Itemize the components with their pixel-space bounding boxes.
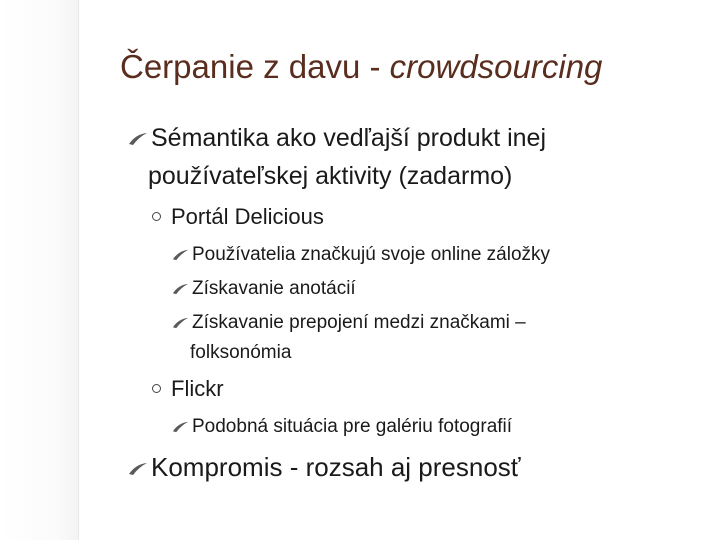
bullet-level2-flickr xyxy=(152,376,224,402)
bullet-level3-item-continued xyxy=(190,342,291,364)
slide-title xyxy=(120,48,602,86)
bullet-text: Flickr xyxy=(171,376,224,401)
bullet-level3-item xyxy=(172,312,526,334)
swoosh-bullet-icon xyxy=(172,283,189,295)
bullet-text: Portál Delicious xyxy=(171,204,324,229)
swoosh-bullet-icon xyxy=(172,317,189,329)
bullet-level3-item xyxy=(172,416,512,438)
bullet-text: folksonómia xyxy=(190,342,292,363)
swoosh-bullet-icon xyxy=(128,132,148,146)
title-regular: Čerpanie z davu - xyxy=(120,48,390,85)
swoosh-bullet-icon xyxy=(128,462,148,476)
ring-bullet-icon xyxy=(152,384,161,393)
bullet-level3-item xyxy=(172,278,356,300)
bullet-level2-delicious xyxy=(152,204,324,230)
bullet-text: Podobná situácia pre galériu fotografií xyxy=(192,416,513,437)
bullet-text: Kompromis - rozsah aj presnosť xyxy=(151,452,521,482)
title-italic: crowdsourcing xyxy=(389,48,603,85)
ring-bullet-icon xyxy=(152,212,161,221)
swoosh-bullet-icon xyxy=(172,249,189,261)
bullet-level1-semantika-continued xyxy=(148,162,512,191)
bullet-level1-semantika xyxy=(128,124,546,153)
bullet-text: Získavanie prepojení medzi značkami – xyxy=(192,312,526,333)
bullet-text: Používatelia značkujú svoje online záložky xyxy=(192,244,551,265)
swoosh-bullet-icon xyxy=(172,421,189,433)
bullet-level1-kompromis xyxy=(128,452,521,483)
bullet-text: používateľskej aktivity (zadarmo) xyxy=(148,162,513,190)
left-margin-decoration xyxy=(0,0,79,540)
bullet-text: Sémantika ako vedľajší produkt inej xyxy=(151,124,547,152)
bullet-level3-item xyxy=(172,244,550,266)
bullet-text: Získavanie anotácií xyxy=(192,278,356,299)
